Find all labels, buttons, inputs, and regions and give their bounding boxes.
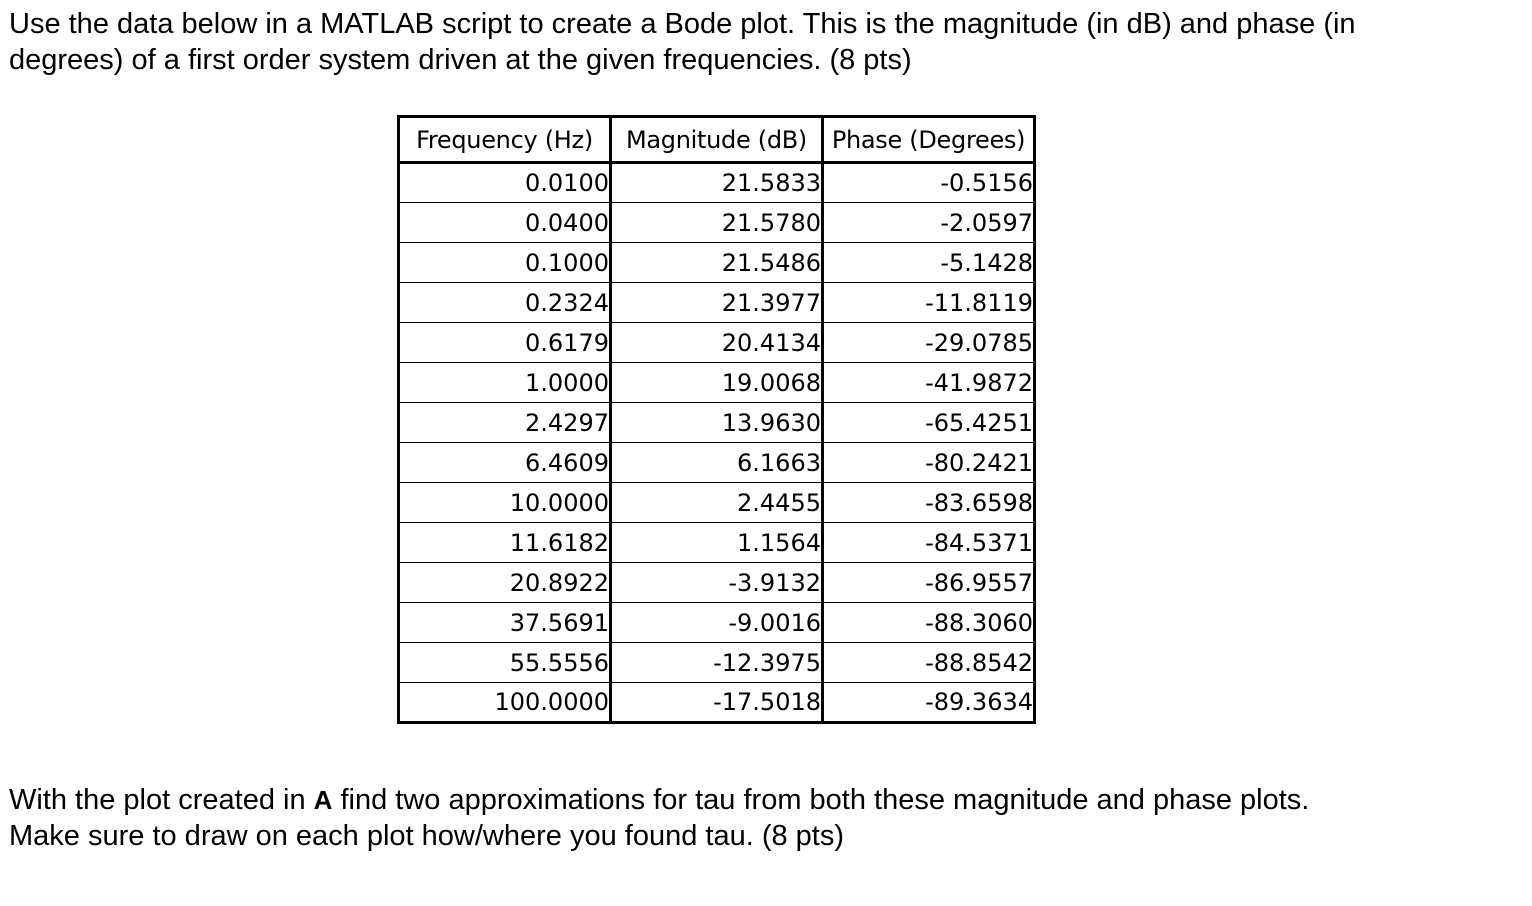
cell-frequency: 100.0000 (399, 683, 611, 723)
part-a-reference: A (313, 785, 333, 815)
cell-phase: -80.2421 (823, 443, 1035, 483)
table-row (399, 283, 1035, 323)
table-row (399, 243, 1035, 283)
cell-frequency: 20.8922 (399, 563, 611, 603)
cell-phase: -5.1428 (823, 243, 1035, 283)
table-header-row (399, 117, 1035, 163)
cell-frequency: 0.1000 (399, 243, 611, 283)
followup-after-ref: find two approximations for tau from both these magnitude and phase plots. (332, 784, 1310, 816)
cell-frequency: 11.6182 (399, 523, 611, 563)
table-row (399, 523, 1035, 563)
cell-phase: -65.4251 (823, 403, 1035, 443)
cell-phase: -84.5371 (823, 523, 1035, 563)
header-phase: Phase (Degrees) (823, 117, 1035, 163)
table-row (399, 443, 1035, 483)
cell-frequency: 0.0100 (399, 163, 611, 203)
cell-phase: -2.0597 (823, 203, 1035, 243)
cell-phase: -83.6598 (823, 483, 1035, 523)
cell-magnitude: -17.5018 (611, 683, 823, 723)
cell-phase: -86.9557 (823, 563, 1035, 603)
followup-line-2: Make sure to draw on each plot how/where you found tau. (8 pts) (9, 820, 845, 852)
cell-frequency: 0.6179 (399, 323, 611, 363)
cell-magnitude: 21.3977 (611, 283, 823, 323)
cell-phase: -41.9872 (823, 363, 1035, 403)
cell-frequency: 2.4297 (399, 403, 611, 443)
cell-frequency: 1.0000 (399, 363, 611, 403)
cell-phase: -88.8542 (823, 643, 1035, 683)
bode-data-table (397, 115, 1036, 724)
cell-frequency: 6.4609 (399, 443, 611, 483)
table-body (399, 163, 1035, 723)
header-frequency: Frequency (Hz) (399, 117, 611, 163)
table-row (399, 603, 1035, 643)
cell-magnitude: -3.9132 (611, 563, 823, 603)
cell-magnitude: 21.5833 (611, 163, 823, 203)
header-magnitude: Magnitude (dB) (611, 117, 823, 163)
cell-magnitude: 13.9630 (611, 403, 823, 443)
cell-frequency: 37.5691 (399, 603, 611, 643)
cell-phase: -29.0785 (823, 323, 1035, 363)
cell-phase: -88.3060 (823, 603, 1035, 643)
table-row (399, 483, 1035, 523)
followup-paragraph (9, 782, 1519, 854)
cell-magnitude: 6.1663 (611, 443, 823, 483)
cell-frequency: 0.2324 (399, 283, 611, 323)
table-row (399, 323, 1035, 363)
cell-frequency: 0.0400 (399, 203, 611, 243)
cell-magnitude: 21.5486 (611, 243, 823, 283)
intro-paragraph (9, 6, 1519, 78)
cell-magnitude: 2.4455 (611, 483, 823, 523)
table-row (399, 163, 1035, 203)
table-row (399, 683, 1035, 723)
followup-before-ref: With the plot created in (9, 784, 314, 816)
cell-magnitude: 1.1564 (611, 523, 823, 563)
intro-line-2: degrees) of a first order system driven at the given frequencies. (8 pts) (9, 44, 912, 76)
cell-frequency: 55.5556 (399, 643, 611, 683)
cell-phase: -11.8119 (823, 283, 1035, 323)
cell-magnitude: 20.4134 (611, 323, 823, 363)
cell-magnitude: 21.5780 (611, 203, 823, 243)
cell-frequency: 10.0000 (399, 483, 611, 523)
table-row (399, 563, 1035, 603)
intro-line-1: Use the data below in a MATLAB script to create a Bode plot. This is the magnitude (in dB) and phase (in (9, 8, 1356, 40)
cell-phase: -89.3634 (823, 683, 1035, 723)
cell-magnitude: 19.0068 (611, 363, 823, 403)
cell-phase: -0.5156 (823, 163, 1035, 203)
table-row (399, 363, 1035, 403)
cell-magnitude: -12.3975 (611, 643, 823, 683)
table-row (399, 403, 1035, 443)
cell-magnitude: -9.0016 (611, 603, 823, 643)
table-row (399, 643, 1035, 683)
table-row (399, 203, 1035, 243)
